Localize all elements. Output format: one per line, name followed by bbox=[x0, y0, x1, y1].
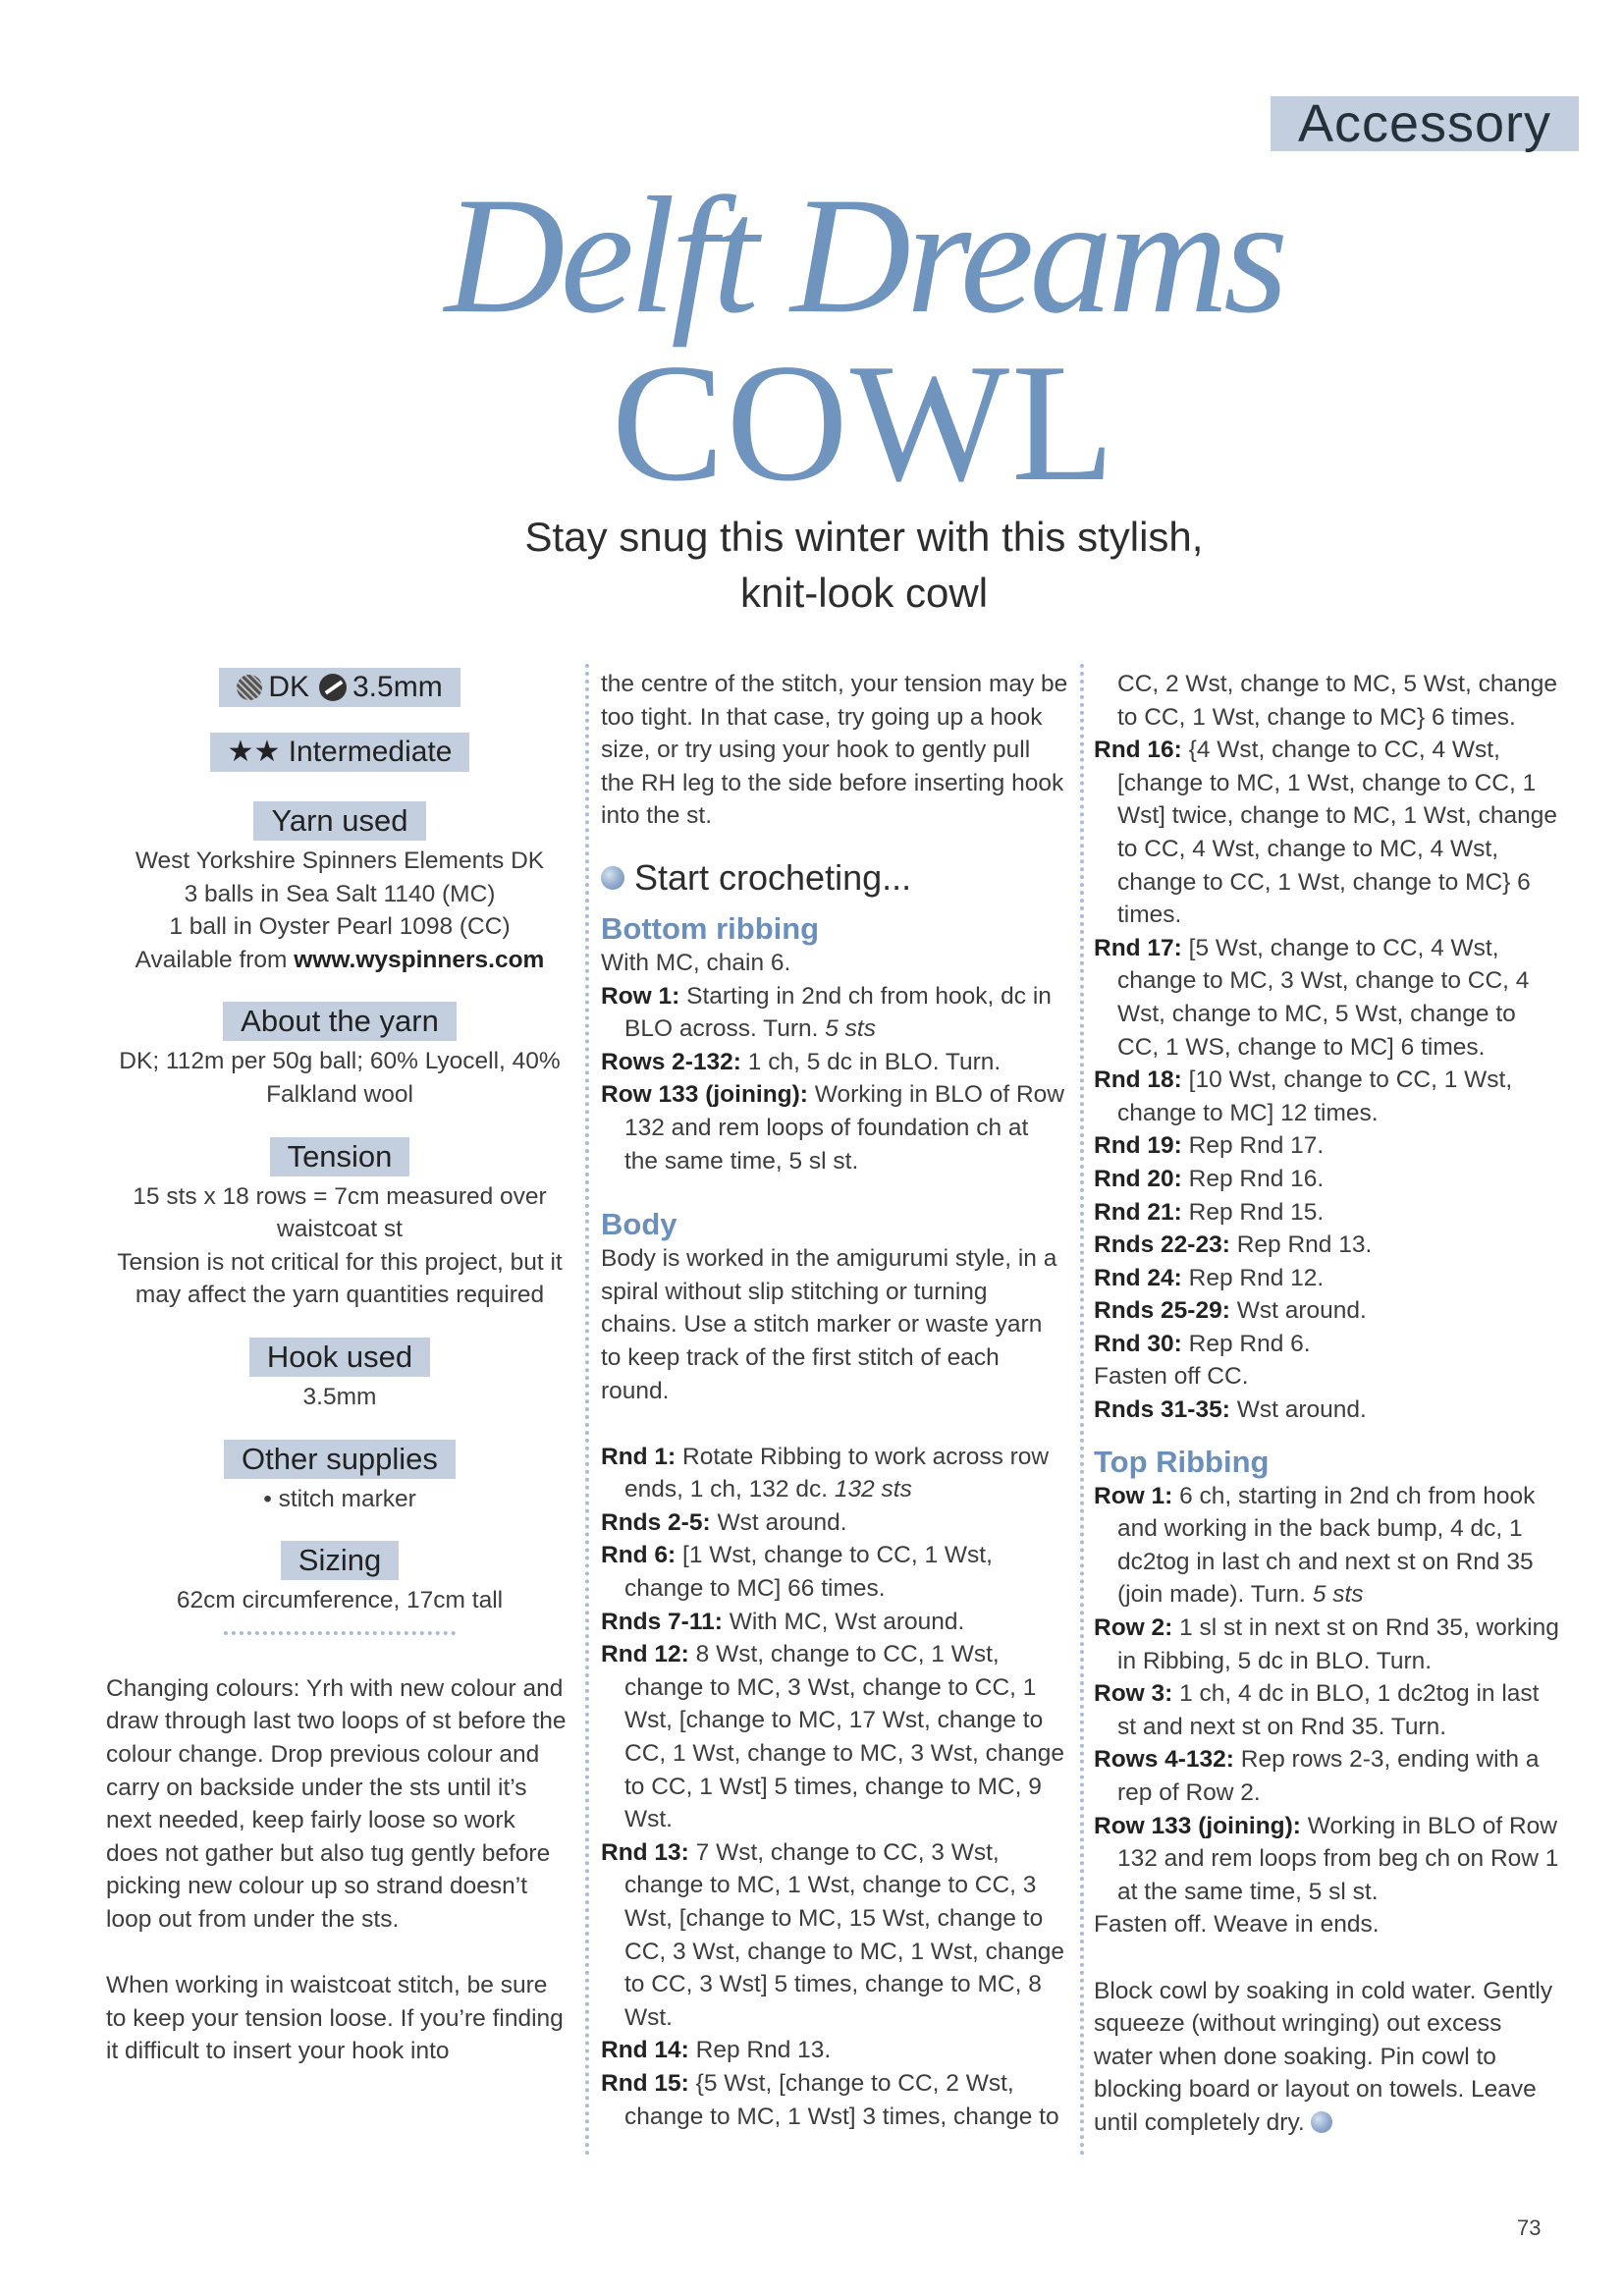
instruction-text: [10 Wst, change to CC, 1 Wst, change to MC] 12 times. bbox=[1117, 1066, 1513, 1126]
instruction-text: Wst around. bbox=[1236, 1396, 1367, 1424]
instruction-text: Rep Rnd 13. bbox=[1236, 1231, 1373, 1259]
stitch-count: 132 sts bbox=[834, 1476, 912, 1503]
instruction-text: 8 Wst, change to CC, 1 Wst, change to MC, 3 Wst, change to CC, 1 Wst, [change to MC, 17 Wst, change to CC, 1 Wst, change to MC, 3 Wst, change to CC, 1 Wst] 5 times, change to MC, 9 Wst. bbox=[624, 1641, 1064, 1833]
instruction-label: Rows 4-132: bbox=[1094, 1746, 1234, 1774]
instruction-rnd-12 bbox=[601, 1638, 1068, 1836]
yarn-website-link[interactable]: www.wyspinners.com bbox=[294, 946, 545, 973]
instructions-column-1 bbox=[601, 668, 1068, 2133]
yarn-used-line: 3 balls in Sea Salt 1140 (MC) bbox=[184, 880, 496, 907]
yarn-availability bbox=[106, 944, 573, 977]
tension-section bbox=[106, 1137, 573, 1312]
body-title: Body bbox=[601, 1207, 677, 1242]
tension-line: waistcoat st bbox=[277, 1216, 403, 1243]
yarn-used-line: 1 ball in Oyster Pearl 1098 (CC) bbox=[169, 913, 511, 941]
instruction-label: Row 133 (joining): bbox=[601, 1081, 808, 1109]
instruction-text: [5 Wst, change to CC, 4 Wst, change to MC, 3 Wst, change to CC, 4 Wst, change to MC, 5 Wst, change to CC, 1 WS, change to MC] 6 times. bbox=[1117, 934, 1530, 1061]
instruction-text: [1 Wst, change to CC, 1 Wst, change to MC] 66 times. bbox=[624, 1542, 993, 1603]
category-tag: Accessory bbox=[1271, 96, 1579, 151]
instruction-label: Rnd 21: bbox=[1094, 1198, 1182, 1226]
instruction-rnd-1 bbox=[601, 1441, 1068, 1506]
instruction-text: 1 sl st in next st on Rnd 35, working in Ribbing, 5 dc in BLO. Turn. bbox=[1117, 1614, 1559, 1674]
instruction-label: Rnds 2-5: bbox=[601, 1508, 711, 1536]
instruction-text: Working in BLO of Row 132 and rem loops of foundation ch at the same time, 5 sl st. bbox=[624, 1081, 1064, 1175]
hook-size-value: 3.5mm bbox=[352, 671, 443, 703]
sizing-value: 62cm circumference, 17cm tall bbox=[176, 1587, 504, 1614]
level-badge bbox=[210, 733, 470, 772]
blocking-instructions bbox=[1094, 1975, 1561, 2140]
instruction-label: Rnd 16: bbox=[1094, 737, 1182, 764]
instruction-text: Starting in 2nd ch from hook, dc in BLO across. Turn. bbox=[624, 982, 1052, 1043]
instruction-label: Rnds 31-35: bbox=[1094, 1396, 1230, 1424]
hook-used-label: Hook used bbox=[249, 1338, 430, 1377]
about-yarn-label: About the yarn bbox=[223, 1002, 457, 1041]
other-supplies-value: • stitch marker bbox=[263, 1485, 416, 1512]
instruction-text: Rep Rnd 12. bbox=[1188, 1264, 1325, 1291]
yarn-ball-icon bbox=[601, 866, 624, 890]
start-crocheting-text: Start crocheting... bbox=[634, 856, 912, 898]
instruction-rnd-13 bbox=[601, 1836, 1068, 2035]
instruction-rnd-17 bbox=[1094, 932, 1561, 1064]
about-yarn-section bbox=[106, 1002, 573, 1111]
waistcoat-note-continued: the centre of the stitch, your tension may be too tight. In that case, try going up a hook size, or try using your hook to gently pull the RH leg to the side before inserting hook into the st. bbox=[601, 671, 1068, 830]
availability-text: Available from bbox=[135, 946, 288, 973]
instruction-row-133 bbox=[1094, 1810, 1561, 1909]
instruction-label: Rnd 17: bbox=[1094, 934, 1182, 961]
instruction-label: Row 1: bbox=[1094, 1482, 1173, 1509]
instruction-row-1 bbox=[601, 980, 1068, 1046]
page-title: COWL bbox=[611, 330, 1117, 517]
instruction-rnd-16 bbox=[1094, 734, 1561, 932]
instruction-text: Wst around. bbox=[717, 1508, 847, 1536]
subtitle-line-2: knit-look cowl bbox=[739, 570, 989, 616]
start-crocheting-heading bbox=[601, 856, 1068, 900]
other-supplies-label: Other supplies bbox=[224, 1440, 456, 1479]
instruction-text: Wst around. bbox=[1236, 1297, 1367, 1325]
instruction-text: Working in BLO of Row 132 and rem loops from beg ch on Row 1 at the same time, 5 sl st. bbox=[1117, 1812, 1559, 1905]
yarn-used-label: Yarn used bbox=[253, 801, 425, 841]
instruction-row-2 bbox=[1094, 1612, 1561, 1677]
instruction-rnd-18 bbox=[1094, 1064, 1561, 1129]
level-value: Intermediate bbox=[288, 736, 453, 768]
end-yarn-ball-icon bbox=[1311, 2111, 1332, 2133]
instruction-label: Rnds 25-29: bbox=[1094, 1297, 1230, 1325]
instruction-label: Rnd 13: bbox=[601, 1838, 689, 1866]
instruction-label: Rnd 19: bbox=[1094, 1132, 1182, 1160]
instruction-label: Rnd 1: bbox=[601, 1443, 677, 1470]
instruction-label: Rnd 24: bbox=[1094, 1264, 1182, 1291]
bottom-ribbing-intro: With MC, chain 6. bbox=[601, 949, 791, 976]
hook-icon bbox=[319, 674, 347, 701]
instruction-rnds-31-35 bbox=[1094, 1394, 1561, 1427]
tension-label: Tension bbox=[270, 1137, 410, 1176]
stitch-count: 5 sts bbox=[825, 1015, 876, 1043]
instruction-label: Row 133 (joining): bbox=[1094, 1812, 1301, 1839]
instruction-text: {4 Wst, change to CC, 4 Wst, [change to MC, 1 Wst, change to CC, 1 Wst] twice, change to MC, 1 Wst, change to CC, 4 Wst, change to MC, 4 Wst, change to CC, 1 Wst, change to MC} 6 times. bbox=[1117, 737, 1557, 929]
page-number: 73 bbox=[1517, 2215, 1542, 2240]
instruction-text: With MC, Wst around. bbox=[729, 1608, 965, 1635]
sidebar-column bbox=[106, 668, 573, 2068]
instruction-row-133 bbox=[601, 1078, 1068, 1177]
instruction-text: Rotate Ribbing to work across row ends, 1 ch, 132 dc. bbox=[624, 1443, 1050, 1503]
instruction-label: Rnd 20: bbox=[1094, 1165, 1182, 1192]
instruction-rows-4-132 bbox=[1094, 1743, 1561, 1809]
instruction-rnds-25-29 bbox=[1094, 1294, 1561, 1328]
instruction-text: Rep Rnd 6. bbox=[1188, 1330, 1311, 1357]
instruction-label: Row 1: bbox=[601, 982, 680, 1010]
sizing-label: Sizing bbox=[281, 1541, 399, 1580]
instruction-rnd-14 bbox=[601, 2034, 1068, 2067]
column-divider-1 bbox=[585, 664, 589, 2157]
instruction-label: Rows 2-132: bbox=[601, 1048, 741, 1075]
instruction-row-3 bbox=[1094, 1677, 1561, 1743]
instruction-text: Rep rows 2-3, ending with a rep of Row 2. bbox=[1117, 1746, 1540, 1806]
instruction-text: Rep Rnd 15. bbox=[1188, 1198, 1325, 1226]
yarn-ball-icon bbox=[237, 675, 262, 700]
instruction-label: Rnd 14: bbox=[601, 2037, 689, 2064]
instruction-text: Rep Rnd 13. bbox=[695, 2037, 832, 2064]
about-yarn-line: Falkland wool bbox=[266, 1080, 413, 1108]
hook-used-value: 3.5mm bbox=[302, 1383, 377, 1410]
subtitle-line-1: Stay snug this winter with this stylish, bbox=[524, 514, 1204, 560]
sizing-section bbox=[106, 1541, 573, 1617]
weight-hook-badge bbox=[219, 668, 460, 707]
instruction-text: Rep Rnd 17. bbox=[1188, 1132, 1325, 1160]
tension-line: may affect the yarn quantities required bbox=[135, 1282, 545, 1309]
instruction-text: Rep Rnd 16. bbox=[1188, 1165, 1325, 1192]
instruction-row-1 bbox=[1094, 1480, 1561, 1612]
instruction-rnd-15-continued: CC, 2 Wst, change to MC, 5 Wst, change to CC, 1 Wst, change to MC} 6 times. bbox=[1117, 671, 1557, 731]
instruction-label: Rnd 18: bbox=[1094, 1066, 1182, 1094]
stitch-count: 5 sts bbox=[1312, 1581, 1364, 1609]
instruction-rnds-2-5 bbox=[601, 1506, 1068, 1540]
top-ribbing-title: Top Ribbing bbox=[1094, 1444, 1270, 1479]
instruction-label: Row 3: bbox=[1094, 1680, 1173, 1708]
instruction-label: Rnd 12: bbox=[601, 1641, 689, 1668]
hook-used-section bbox=[106, 1338, 573, 1414]
tension-line: 15 sts x 18 rows = 7cm measured over bbox=[133, 1182, 547, 1210]
yarn-used-section bbox=[106, 801, 573, 976]
instruction-label: Rnds 22-23: bbox=[1094, 1231, 1230, 1259]
tension-line: Tension is not critical for this project, but it bbox=[117, 1248, 563, 1276]
instruction-text: {5 Wst, [change to CC, 2 Wst, change to MC, 1 Wst] 3 times, change to bbox=[624, 2069, 1059, 2130]
instruction-rnds-22-23 bbox=[1094, 1229, 1561, 1262]
instruction-text: 7 Wst, change to CC, 3 Wst, change to MC, 1 Wst, change to CC, 3 Wst, [change to MC, 15 Wst, change to CC, 3 Wst, change to MC, 1 Wst, change to CC, 3 Wst] 5 times, change to MC, 8 Wst. bbox=[624, 1838, 1064, 2031]
level-stars: ★★ bbox=[227, 736, 281, 768]
instruction-label: Rnds 7-11: bbox=[601, 1608, 723, 1635]
about-yarn-line: DK; 112m per 50g ball; 60% Lyocell, 40% bbox=[119, 1048, 561, 1075]
instruction-rnd-6 bbox=[601, 1539, 1068, 1605]
bottom-ribbing-title: Bottom ribbing bbox=[601, 910, 820, 946]
body-intro: Body is worked in the amigurumi style, in a spiral without slip stitching or turning chains. Use a stitch marker or waste yarn to keep track of the first stitch of each round. bbox=[601, 1245, 1057, 1404]
instruction-rnds-7-11 bbox=[601, 1606, 1068, 1639]
changing-colours-note: Changing colours: Yrh with new colour and draw through last two loops of st before the colour change. Drop previous colour and carry on backside under the sts until it’s next needed, keep fairly loose so work does not gather but also tug gently before picking new colour up so strand doesn’t loop out from under the sts. bbox=[106, 1674, 567, 1933]
spacer bbox=[1094, 1941, 1561, 1975]
instruction-rnd-24 bbox=[1094, 1262, 1561, 1295]
instruction-rnd-19 bbox=[1094, 1129, 1561, 1163]
blocking-text: Block cowl by soaking in cold water. Gently squeeze (without wringing) out excess water when done soaking. Pin cowl to blocking board or layout on towels. Leave until completely dry. bbox=[1094, 1977, 1553, 2136]
other-supplies-section bbox=[106, 1440, 573, 1516]
fasten-off-cc: Fasten off CC. bbox=[1094, 1363, 1249, 1391]
yarn-used-line: West Yorkshire Spinners Elements DK bbox=[135, 847, 545, 874]
instruction-rnd-15 bbox=[601, 2067, 1068, 2133]
instruction-text: 1 ch, 5 dc in BLO. Turn. bbox=[747, 1048, 1001, 1075]
weight-value: DK bbox=[268, 671, 309, 703]
instruction-label: Row 2: bbox=[1094, 1614, 1173, 1642]
waistcoat-note: When working in waistcoat stitch, be sure to keep your tension loose. If you’re finding it difficult to insert your hook into bbox=[106, 1972, 564, 2065]
instruction-rnd-20 bbox=[1094, 1163, 1561, 1196]
instruction-rnd-30 bbox=[1094, 1328, 1561, 1361]
fasten-off-weave: Fasten off. Weave in ends. bbox=[1094, 1911, 1380, 1939]
instruction-rnd-21 bbox=[1094, 1196, 1561, 1230]
section-divider bbox=[224, 1631, 456, 1635]
instruction-rows-2-132 bbox=[601, 1046, 1068, 1079]
instruction-text: 6 ch, starting in 2nd ch from hook and working in the back bump, 4 dc, 1 dc2tog in last ch and next st on Rnd 35 (join made). Turn. bbox=[1117, 1482, 1536, 1609]
subtitle bbox=[373, 509, 1355, 621]
title-script: Delft Dreams bbox=[444, 163, 1284, 348]
instruction-label: Rnd 6: bbox=[601, 1542, 677, 1569]
instructions-column-2 bbox=[1094, 668, 1561, 2140]
instruction-text: 1 ch, 4 dc in BLO, 1 dc2tog in last st and next st on Rnd 35. Turn. bbox=[1117, 1680, 1540, 1740]
instruction-label: Rnd 30: bbox=[1094, 1330, 1182, 1357]
column-divider-2 bbox=[1080, 664, 1084, 2157]
instruction-label: Rnd 15: bbox=[601, 2069, 689, 2097]
